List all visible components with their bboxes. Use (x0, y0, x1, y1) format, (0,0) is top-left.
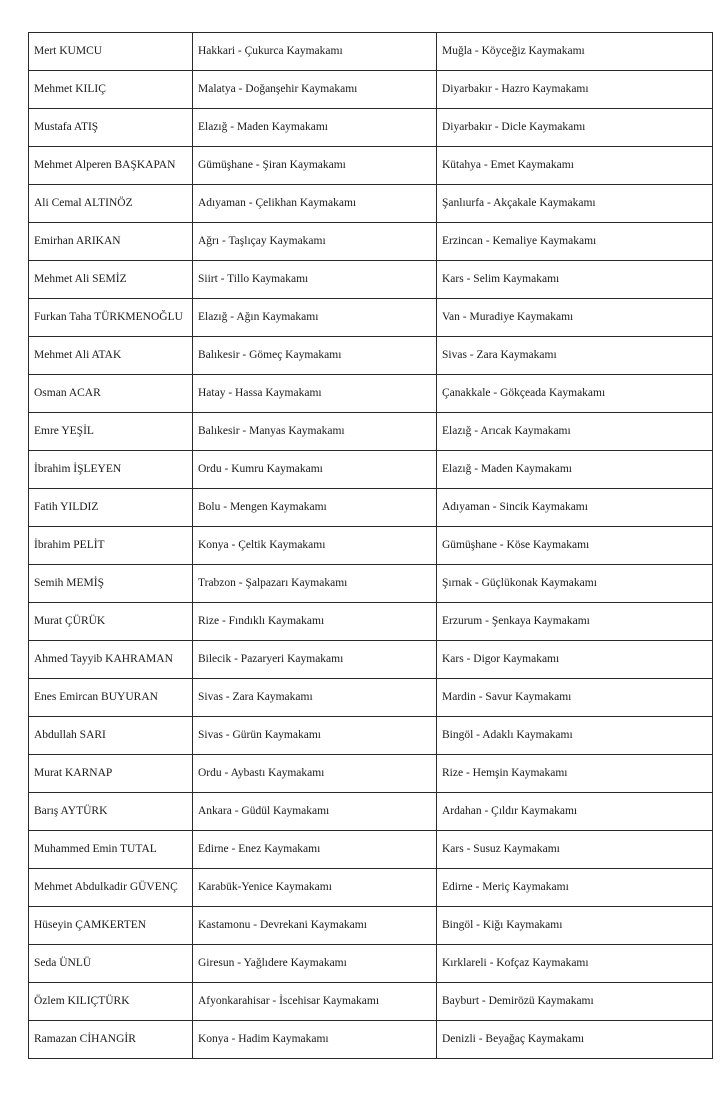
new-post-cell: Şırnak - Güçlükonak Kaymakamı (437, 565, 713, 603)
table-row (29, 147, 713, 185)
name-cell: İbrahim PELİT (29, 527, 193, 565)
table-row (29, 717, 713, 755)
previous-post-cell: Gümüşhane - Şiran Kaymakamı (193, 147, 437, 185)
table-row (29, 755, 713, 793)
new-post-cell: Rize - Hemşin Kaymakamı (437, 755, 713, 793)
name-cell: Enes Emircan BUYURAN (29, 679, 193, 717)
new-post-cell: Edirne - Meriç Kaymakamı (437, 869, 713, 907)
previous-post-cell: Elazığ - Ağın Kaymakamı (193, 299, 437, 337)
name-cell: Fatih YILDIZ (29, 489, 193, 527)
previous-post-cell: Ordu - Kumru Kaymakamı (193, 451, 437, 489)
table-row (29, 413, 713, 451)
name-cell: Emre YEŞİL (29, 413, 193, 451)
name-cell: Muhammed Emin TUTAL (29, 831, 193, 869)
new-post-cell: Diyarbakır - Hazro Kaymakamı (437, 71, 713, 109)
name-cell: Seda ÜNLÜ (29, 945, 193, 983)
table-row (29, 71, 713, 109)
name-cell: Ahmed Tayyib KAHRAMAN (29, 641, 193, 679)
name-cell: Mehmet Alperen BAŞKAPAN (29, 147, 193, 185)
table-row (29, 983, 713, 1021)
previous-post-cell: Malatya - Doğanşehir Kaymakamı (193, 71, 437, 109)
new-post-cell: Kars - Susuz Kaymakamı (437, 831, 713, 869)
name-cell: Furkan Taha TÜRKMENOĞLU (29, 299, 193, 337)
new-post-cell: Bingöl - Adaklı Kaymakamı (437, 717, 713, 755)
new-post-cell: Bayburt - Demirözü Kaymakamı (437, 983, 713, 1021)
table-row (29, 869, 713, 907)
previous-post-cell: Konya - Hadim Kaymakamı (193, 1021, 437, 1059)
table-row (29, 603, 713, 641)
previous-post-cell: Adıyaman - Çelikhan Kaymakamı (193, 185, 437, 223)
previous-post-cell: Karabük-Yenice Kaymakamı (193, 869, 437, 907)
table-row (29, 109, 713, 147)
name-cell: Emirhan ARIKAN (29, 223, 193, 261)
previous-post-cell: Edirne - Enez Kaymakamı (193, 831, 437, 869)
table-row (29, 451, 713, 489)
name-cell: Özlem KILIÇTÜRK (29, 983, 193, 1021)
new-post-cell: Elazığ - Maden Kaymakamı (437, 451, 713, 489)
previous-post-cell: Bolu - Mengen Kaymakamı (193, 489, 437, 527)
new-post-cell: Erzurum - Şenkaya Kaymakamı (437, 603, 713, 641)
name-cell: Mustafa ATIŞ (29, 109, 193, 147)
table-row (29, 641, 713, 679)
name-cell: Osman ACAR (29, 375, 193, 413)
table-row (29, 299, 713, 337)
name-cell: Semih MEMİŞ (29, 565, 193, 603)
previous-post-cell: Balıkesir - Manyas Kaymakamı (193, 413, 437, 451)
previous-post-cell: Siirt - Tillo Kaymakamı (193, 261, 437, 299)
previous-post-cell: Ağrı - Taşlıçay Kaymakamı (193, 223, 437, 261)
new-post-cell: Sivas - Zara Kaymakamı (437, 337, 713, 375)
name-cell: Mert KUMCU (29, 33, 193, 71)
name-cell: Hüseyin ÇAMKERTEN (29, 907, 193, 945)
new-post-cell: Adıyaman - Sincik Kaymakamı (437, 489, 713, 527)
name-cell: Mehmet Abdulkadir GÜVENÇ (29, 869, 193, 907)
new-post-cell: Van - Muradiye Kaymakamı (437, 299, 713, 337)
table-row (29, 185, 713, 223)
name-cell: Mehmet KILIÇ (29, 71, 193, 109)
new-post-cell: Şanlıurfa - Akçakale Kaymakamı (437, 185, 713, 223)
name-cell: Abdullah SARI (29, 717, 193, 755)
table-row (29, 261, 713, 299)
new-post-cell: Çanakkale - Gökçeada Kaymakamı (437, 375, 713, 413)
new-post-cell: Erzincan - Kemaliye Kaymakamı (437, 223, 713, 261)
table-row (29, 831, 713, 869)
table-row (29, 223, 713, 261)
name-cell: Mehmet Ali ATAK (29, 337, 193, 375)
new-post-cell: Bingöl - Kiğı Kaymakamı (437, 907, 713, 945)
new-post-cell: Kütahya - Emet Kaymakamı (437, 147, 713, 185)
table-row (29, 375, 713, 413)
previous-post-cell: Kastamonu - Devrekani Kaymakamı (193, 907, 437, 945)
previous-post-cell: Elazığ - Maden Kaymakamı (193, 109, 437, 147)
assignment-table-body (29, 33, 713, 1059)
table-row (29, 793, 713, 831)
previous-post-cell: Hakkari - Çukurca Kaymakamı (193, 33, 437, 71)
table-row (29, 945, 713, 983)
new-post-cell: Mardin - Savur Kaymakamı (437, 679, 713, 717)
name-cell: Murat KARNAP (29, 755, 193, 793)
name-cell: Murat ÇÜRÜK (29, 603, 193, 641)
previous-post-cell: Afyonkarahisar - İscehisar Kaymakamı (193, 983, 437, 1021)
previous-post-cell: Sivas - Zara Kaymakamı (193, 679, 437, 717)
table-row (29, 565, 713, 603)
table-row (29, 907, 713, 945)
new-post-cell: Elazığ - Arıcak Kaymakamı (437, 413, 713, 451)
new-post-cell: Kars - Selim Kaymakamı (437, 261, 713, 299)
previous-post-cell: Konya - Çeltik Kaymakamı (193, 527, 437, 565)
previous-post-cell: Bilecik - Pazaryeri Kaymakamı (193, 641, 437, 679)
name-cell: Ali Cemal ALTINÖZ (29, 185, 193, 223)
new-post-cell: Diyarbakır - Dicle Kaymakamı (437, 109, 713, 147)
name-cell: Ramazan CİHANGİR (29, 1021, 193, 1059)
new-post-cell: Kırklareli - Kofçaz Kaymakamı (437, 945, 713, 983)
previous-post-cell: Giresun - Yağlıdere Kaymakamı (193, 945, 437, 983)
name-cell: Barış AYTÜRK (29, 793, 193, 831)
new-post-cell: Kars - Digor Kaymakamı (437, 641, 713, 679)
previous-post-cell: Trabzon - Şalpazarı Kaymakamı (193, 565, 437, 603)
new-post-cell: Denizli - Beyağaç Kaymakamı (437, 1021, 713, 1059)
new-post-cell: Muğla - Köyceğiz Kaymakamı (437, 33, 713, 71)
previous-post-cell: Balıkesir - Gömeç Kaymakamı (193, 337, 437, 375)
table-row (29, 679, 713, 717)
table-row (29, 337, 713, 375)
table-row (29, 527, 713, 565)
previous-post-cell: Rize - Fındıklı Kaymakamı (193, 603, 437, 641)
new-post-cell: Ardahan - Çıldır Kaymakamı (437, 793, 713, 831)
previous-post-cell: Ordu - Aybastı Kaymakamı (193, 755, 437, 793)
previous-post-cell: Sivas - Gürün Kaymakamı (193, 717, 437, 755)
table-row (29, 489, 713, 527)
new-post-cell: Gümüşhane - Köse Kaymakamı (437, 527, 713, 565)
name-cell: Mehmet Ali SEMİZ (29, 261, 193, 299)
table-row (29, 33, 713, 71)
previous-post-cell: Ankara - Güdül Kaymakamı (193, 793, 437, 831)
previous-post-cell: Hatay - Hassa Kaymakamı (193, 375, 437, 413)
assignment-table (28, 32, 713, 1059)
table-row (29, 1021, 713, 1059)
document-page (28, 32, 712, 1059)
name-cell: İbrahim İŞLEYEN (29, 451, 193, 489)
